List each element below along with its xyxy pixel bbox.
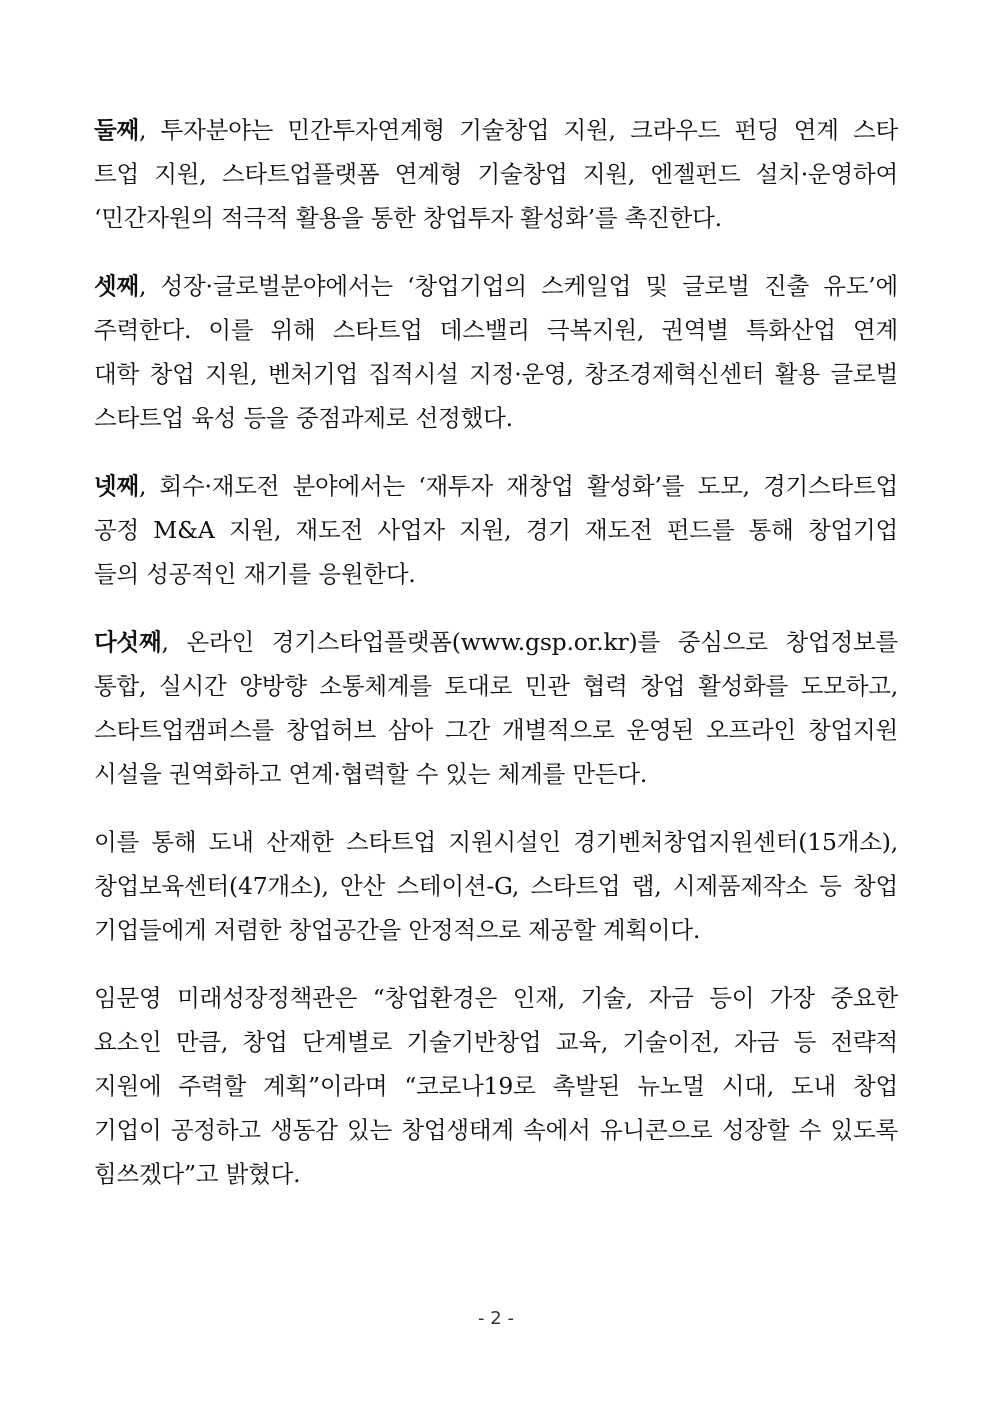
text-line: 창업보육센터(47개소), 안산 스테이션-G, 스타트업 랩, 시제품제작소 등 창업 — [94, 872, 898, 900]
text-line: 시설을 권역화하고 연계·협력할 수 있는 체계를 만든다. — [94, 760, 648, 788]
text-segment: , 투자분야는 민간투자연계형 기술창업 지원, 크라우드 펀딩 연계 스타 — [139, 116, 898, 144]
paragraph-official-quote — [94, 976, 898, 1196]
text-segment: , 회수·재도전 분야에서는 ‘재투자 재창업 활성화’를 도모, 경기스타트업 — [139, 472, 898, 500]
text-line: 이를 통해 도내 산재한 스타트업 지원시설인 경기벤처창업지원센터(15개소), — [94, 828, 898, 856]
text-line: 통합, 실시간 양방향 소통체계를 토대로 민관 협력 창업 활성화를 도모하고, — [94, 672, 898, 700]
text-segment: , 온라인 경기스타업플랫폼(www.gsp.or.kr)를 중심으로 창업정보를 — [161, 628, 898, 656]
text-line: 요소인 만큼, 창업 단계별로 기술기반창업 교육, 기술이전, 자금 등 전략적 — [94, 1028, 898, 1056]
paragraph-investment — [94, 108, 898, 240]
text-line — [94, 620, 898, 664]
text-line: 기업들에게 저렴한 창업공간을 안정적으로 제공할 계획이다. — [94, 916, 701, 944]
paragraph-online-platform — [94, 620, 898, 796]
paragraph-lead: 다섯째 — [94, 628, 162, 656]
text-line: 스타트업 육성 등을 중점과제로 선정했다. — [94, 404, 513, 432]
paragraph-lead: 넷째 — [94, 472, 140, 500]
text-line: 지원에 주력할 계획”이라며 “코로나19로 촉발된 뉴노멀 시대, 도내 창업 — [94, 1072, 898, 1100]
text-line: ‘민간자원의 적극적 활용을 통한 창업투자 활성화’를 촉진한다. — [94, 204, 722, 232]
text-line: 주력한다. 이를 위해 스타트업 데스밸리 극복지원, 권역별 특화산업 연계 — [94, 316, 898, 344]
text-line: 스타트업캠퍼스를 창업허브 삼아 그간 개별적으로 운영된 오프라인 창업지원 — [94, 716, 898, 744]
text-line: 기업이 공정하고 생동감 있는 창업생태계 속에서 유니콘으로 성장할 수 있도록 — [94, 1116, 898, 1144]
paragraph-support-facilities — [94, 820, 898, 952]
page-number: - 2 - — [478, 1308, 514, 1329]
text-line: 공정 M&A 지원, 재도전 사업자 지원, 경기 재도전 펀드를 통해 창업기업 — [94, 516, 898, 544]
text-line — [94, 464, 898, 508]
document-body — [94, 108, 898, 1196]
paragraph-recovery-rechallenge — [94, 464, 898, 596]
text-line — [94, 264, 898, 308]
paragraph-lead: 둘째 — [94, 116, 140, 144]
text-line: 힘쓰겠다”고 밝혔다. — [94, 1160, 301, 1188]
paragraph-growth-global — [94, 264, 898, 440]
text-segment: , 성장·글로벌분야에서는 ‘창업기업의 스케일업 및 글로벌 진출 유도’에 — [139, 272, 898, 300]
text-line — [94, 108, 898, 152]
text-line: 트업 지원, 스타트업플랫폼 연계형 기술창업 지원, 엔젤펀드 설치·운영하여 — [94, 160, 898, 188]
text-line: 임문영 미래성장정책관은 “창업환경은 인재, 기술, 자금 등이 가장 중요한 — [94, 984, 898, 1012]
text-line: 들의 성공적인 재기를 응원한다. — [94, 560, 416, 588]
text-line: 대학 창업 지원, 벤처기업 집적시설 지정·운영, 창조경제혁신센터 활용 글로벌 — [94, 360, 898, 388]
paragraph-lead: 셋째 — [94, 272, 140, 300]
